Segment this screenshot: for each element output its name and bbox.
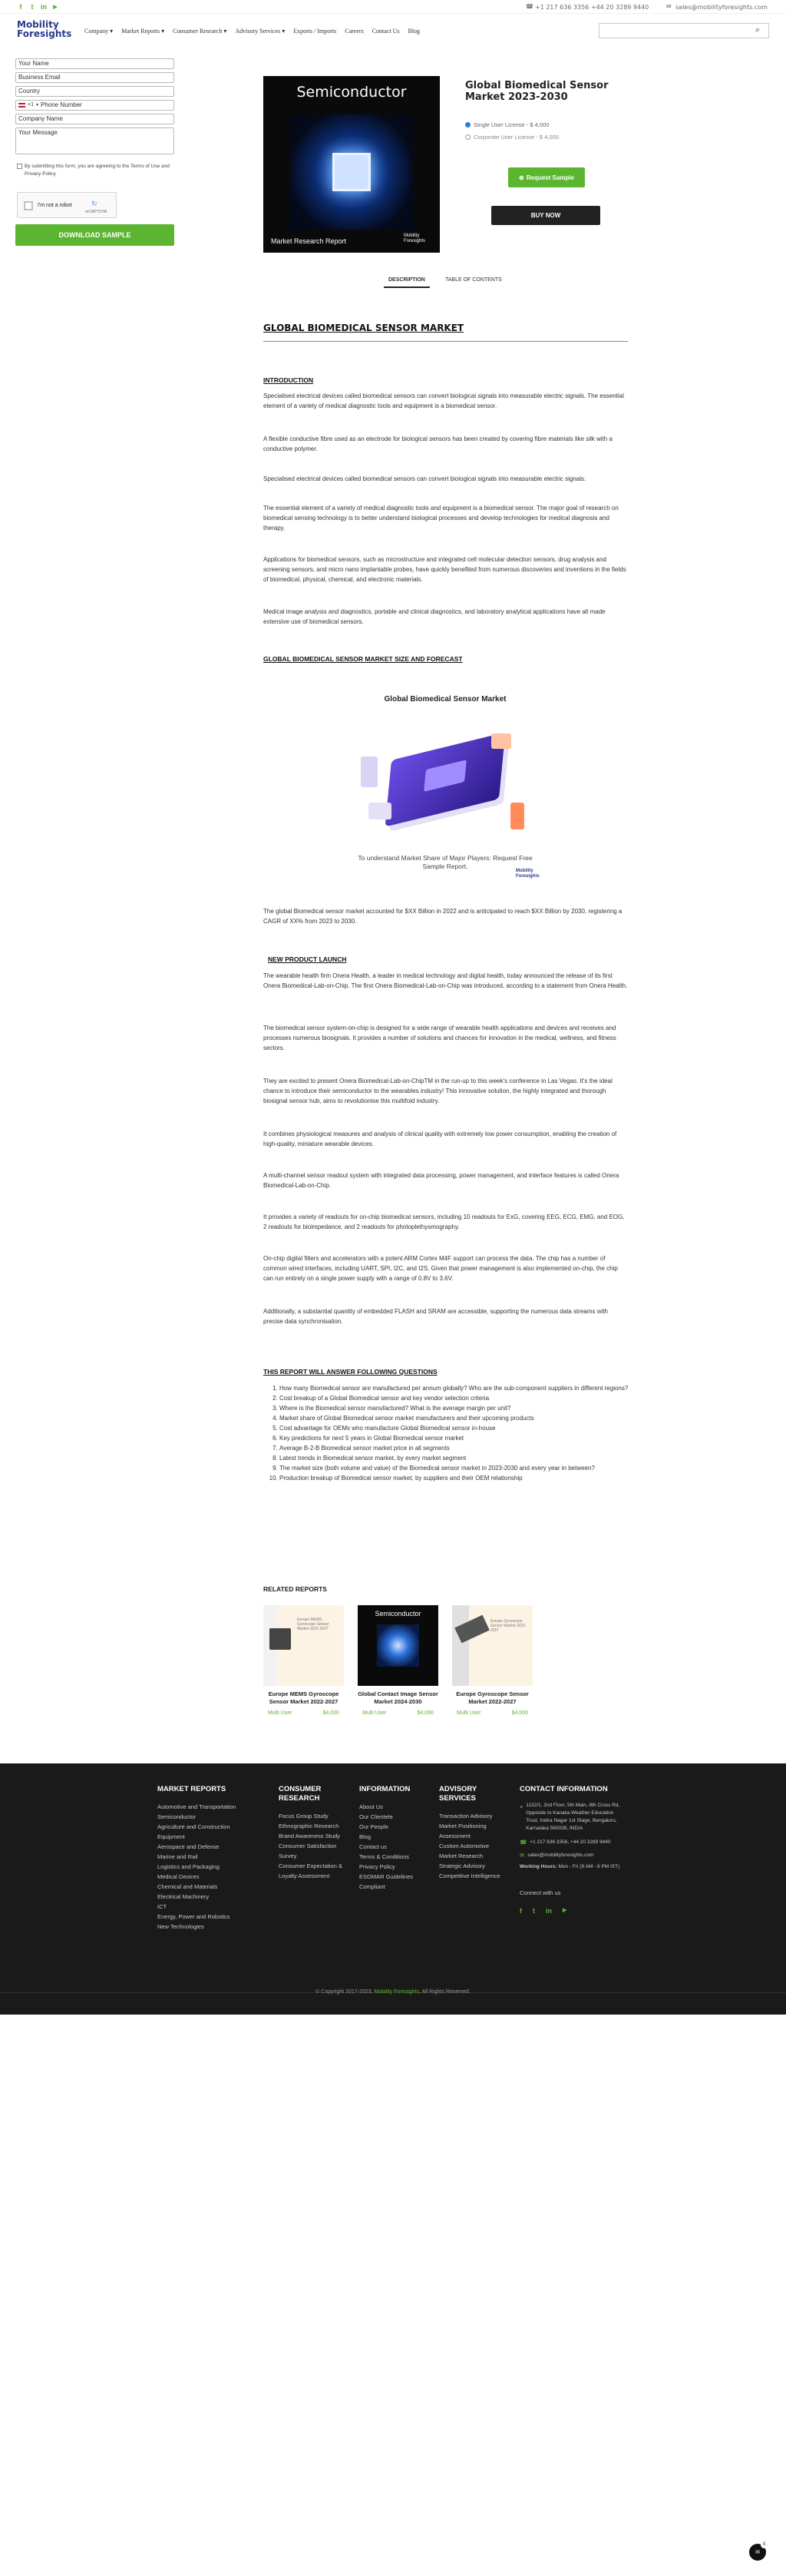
paragraph: They are excited to present Onera Biomedical-Lab-on-ChipTM in the run-up to this week's conference in Las Vegas. It's the ideal chance to introduce their semiconductor to the wearables industry! This innovative solution, the highly integrated and thorough biosignal sensor hub, aims to revolutionise this multifold industry.: [263, 1078, 613, 1104]
hours-value: Mon - Fri (9 AM - 6 PM IST): [558, 1864, 620, 1869]
location-icon: ⌖: [520, 1803, 523, 1810]
cover-text: Europe MEMS Gyroscope Sensor Market 2022-2027: [297, 1617, 329, 1631]
license-corporate[interactable]: [465, 134, 559, 141]
paragraph: Medical image analysis and diagnostics, portable and clinical diagnostics, and laboratory analytical applications have all made extensive use of biomedical sensors.: [263, 608, 606, 625]
email-icon: ✉: [520, 1852, 525, 1859]
main-heading: GLOBAL BIOMEDICAL SENSOR MARKET: [263, 323, 464, 333]
person-figure: [361, 757, 378, 787]
linkedin-icon[interactable]: in: [546, 1907, 552, 1915]
captcha-label: I'm not a robot: [38, 203, 72, 208]
footer-link[interactable]: Contact us: [359, 1843, 387, 1850]
footer-consumer-research: [279, 1785, 352, 1881]
youtube-icon[interactable]: ▶: [53, 5, 58, 10]
phone-placeholder: Phone Number: [41, 101, 82, 108]
related-title[interactable]: Europe Gyroscope Sensor Market 2022-2027: [456, 1690, 529, 1705]
divider: [263, 341, 628, 342]
footer-link[interactable]: Our People: [359, 1823, 388, 1830]
nav-careers[interactable]: Careers: [345, 28, 364, 35]
phone-prefix[interactable]: +1: [28, 102, 34, 108]
chat-button[interactable]: [749, 2544, 766, 2561]
paragraph: Additionally, a substantial quantity of embedded FLASH and SRAM are accessible, supporting the numerous data streams with precise data synchronisation.: [263, 1308, 608, 1325]
list-item: 3. Where is the Biomedical sensor manufactured? What is the average margin per unit?: [279, 1403, 629, 1413]
footer: [0, 1763, 786, 2015]
captcha-checkbox[interactable]: [24, 201, 33, 210]
top-email[interactable]: sales@mobilityforesights.com: [675, 4, 768, 11]
nav-advisory-services[interactable]: Advisory Services ▾: [235, 28, 286, 35]
related-title[interactable]: Europe MEMS Gyroscope Sensor Market 2022-2027: [268, 1690, 339, 1705]
cover-bottom-text: Market Research Report: [271, 237, 347, 245]
list-item: 10. Production breakup of Biomedical sensor market, by suppliers and their OEM relationship: [279, 1473, 629, 1483]
footer-contact: [520, 1785, 627, 1915]
footer-address: 1132/1, 2nd Floor, 5th Main, 8th Cross Rd, Opposite to Kanaka Weather Education Trust, Indira Nagar 1st Stage, Bengaluru, Karnataka 560038, INDIA: [526, 1803, 620, 1831]
market-infographic: [338, 687, 553, 891]
search-icon[interactable]: ⌕: [755, 25, 761, 35]
footer-heading: CONSUMER RESEARCH: [279, 1785, 322, 1803]
footer-link[interactable]: Consumer Expectation & Loyalty Assessment: [279, 1862, 342, 1879]
top-phone[interactable]: +1 217 636 3356 +44 20 3289 9440: [535, 4, 649, 11]
captcha-box: [17, 192, 117, 218]
footer-link[interactable]: Electrical Machinery: [157, 1893, 210, 1900]
cover-logo: Mobility Foresights: [404, 233, 426, 243]
intro-heading: INTRODUCTION: [263, 376, 314, 384]
nav-consumer-research[interactable]: Consumer Research ▾: [173, 28, 227, 35]
cover-title: Semiconductor: [296, 84, 407, 101]
related-cover: [452, 1605, 533, 1686]
footer-link[interactable]: Marine and Rail: [157, 1853, 198, 1860]
footer-link[interactable]: Our Clientele: [359, 1813, 393, 1820]
nav-company[interactable]: Company ▾: [84, 28, 114, 35]
footer-link[interactable]: Transaction Advisory: [439, 1813, 493, 1819]
license-single[interactable]: [465, 121, 549, 128]
related-price: $4,000: [417, 1710, 434, 1716]
connect-label: Connect with us: [520, 1889, 561, 1896]
size-forecast-heading: GLOBAL BIOMEDICAL SENSOR MARKET SIZE AND FORECAST: [263, 655, 463, 663]
linkedin-icon[interactable]: in: [41, 3, 47, 11]
chat-icon: ✉: [755, 2550, 760, 2555]
search-input[interactable]: [599, 23, 769, 38]
request-sample-button[interactable]: ⊕ Request Sample: [508, 167, 585, 187]
list-item: 8. Latest trends in Biomedical sensor market, by every market segment: [279, 1453, 629, 1463]
related-cover: [358, 1605, 438, 1686]
questions-heading: THIS REPORT WILL ANSWER FOLLOWING QUESTIONS: [263, 1368, 438, 1376]
paragraph: It combines physiological measures and analysis of clinical quality with extremely low power consumption, enabling the creation of high-quality, miniature wearable devices.: [263, 1131, 617, 1147]
facebook-icon[interactable]: f: [520, 1907, 522, 1915]
footer-heading: MARKET REPORTS: [157, 1785, 226, 1793]
infographic-title: Global Biomedical Sensor Market: [384, 695, 507, 704]
footer-link[interactable]: ICT: [157, 1903, 167, 1910]
footer-link[interactable]: Blog: [359, 1833, 372, 1840]
email-field[interactable]: Business Email: [15, 72, 174, 83]
facebook-icon[interactable]: f: [19, 3, 22, 11]
footer-link[interactable]: Agriculture and Construction Equipment: [157, 1823, 230, 1840]
chip-icon: [269, 1628, 291, 1650]
footer-link[interactable]: Privacy Policy: [359, 1863, 395, 1870]
paragraph: On-chip digital filters and accelerators with a potent ARM Cortex M4F support can process the data. The chip has a number of common wired interfaces, including UART, SPI, I2C, and I2S. Given that power management is also implemented on-chip, the chip can run entirely on a single power supply with a range of 0.8V to 3.6V.: [263, 1255, 618, 1282]
footer-link[interactable]: Aerospace and Defense: [157, 1843, 220, 1850]
related-price: $4,000: [322, 1710, 339, 1716]
footer-link[interactable]: ESOMAR Guidelines Compliant: [359, 1873, 414, 1890]
card-decor: [368, 803, 391, 819]
footer-link[interactable]: Competitive Intelligence: [439, 1872, 500, 1879]
chip-icon: [332, 153, 371, 191]
radio-selected-icon[interactable]: [465, 122, 471, 127]
paragraph: The wearable health firm Onera Health, a leader in medical technology and digital health, today announced the release of its first Onera Biomedical-Lab-on-Chip. The first Onera Biomedical-Lab-on-Chip was introduced, according to a statement from Onera Health.: [263, 972, 628, 989]
footer-heading: ADVISORY SERVICES: [439, 1785, 477, 1803]
nav-blog[interactable]: Blog: [408, 28, 421, 35]
footer-link[interactable]: Market Positioning Assessment: [439, 1823, 487, 1839]
footer-link[interactable]: About Us: [359, 1803, 383, 1810]
chat-badge: 0: [761, 2541, 768, 2548]
chevron-down-icon: ▾: [35, 103, 38, 108]
consent-checkbox[interactable]: [17, 164, 22, 169]
license-corporate-label: Corporate User License - $ 4,000: [474, 134, 559, 141]
footer-link[interactable]: Strategic Advisory: [439, 1862, 486, 1869]
footer-link[interactable]: Custom Automotive Market Research: [439, 1843, 490, 1859]
infographic-logo: Mobility Foresights: [516, 869, 540, 879]
footer-email[interactable]: sales@mobilityforesights.com: [527, 1853, 594, 1858]
recaptcha-icon: ↻: [91, 200, 97, 207]
new-product-heading: NEW PRODUCT LAUNCH: [268, 955, 347, 963]
footer-link[interactable]: Consumer Satisfaction Survey: [279, 1843, 337, 1859]
tab-active-indicator: [384, 286, 430, 288]
questions-list: [276, 1383, 629, 1483]
paragraph: The biomedical sensor system-on-chip is designed for a wide range of wearable health applications and devices and receives and processes numerous biosignals. It provides a number of solutions and chances for innovation in the medical, wellness, and fitness sectors.: [263, 1025, 616, 1051]
chip-icon: [377, 1624, 419, 1667]
nav-market-reports[interactable]: Market Reports ▾: [121, 28, 165, 35]
related-cover: [263, 1605, 344, 1686]
related-license: Multi User: [457, 1710, 481, 1716]
country-field[interactable]: Country: [15, 86, 174, 97]
list-item: 6. Key predictions for next 5 years in Global Biomedical sensor market: [279, 1433, 629, 1443]
footer-heading: CONTACT INFORMATION: [520, 1785, 608, 1793]
tab-description[interactable]: DESCRIPTION: [388, 277, 425, 283]
paragraph: The essential element of a variety of medical diagnostic tools and equipment is a biomedical sensor. The major goal of research on biomedical sensing technology is to better understand biological processes and develop technologies for medical diagnosis and therapy.: [263, 505, 619, 531]
footer-link[interactable]: Energy, Power and Robotics: [157, 1913, 230, 1920]
footer-link[interactable]: Automotive and Transportation: [157, 1803, 236, 1810]
top-bar: [0, 0, 786, 14]
hours-label: Working Hours:: [520, 1864, 557, 1869]
cover-text: Europe Gyroscope Sensor Market 2022-2027: [490, 1619, 527, 1633]
copyright-brand[interactable]: Mobility Foresights: [374, 1989, 419, 1995]
copyright: © Copyright 2017-2023, Mobility Foresights, All Rights Reserved.: [315, 1989, 471, 1995]
list-item: 5. Cost advantage for OEMs who manufacture Global Biomedical sensor in-house: [279, 1423, 629, 1433]
us-flag-icon: [18, 103, 25, 108]
footer-phone[interactable]: +1 217 636 3356, +44 20 3289 9440: [530, 1839, 611, 1845]
tab-table-of-contents[interactable]: TABLE OF CONTENTS: [445, 277, 502, 283]
paragraph: It provides a variety of readouts for on-chip biomedical sensors, including 10 readouts for ExG, covering EEG, ECG, EMG, and EOG, 2 readouts for bioimpedance, and 2 readouts for photoplethysmography.: [263, 1214, 625, 1230]
paragraph: Specialised electrical devices called biomedical sensors can convert biological signals into measurable electric signals.: [263, 475, 586, 482]
main-nav: [84, 28, 420, 35]
footer-link[interactable]: Brand Awareness Study: [279, 1833, 340, 1839]
twitter-icon[interactable]: t: [533, 1907, 535, 1915]
list-item: 2. Cost breakup of a Global Biomedical sensor and key vendor selection criteria: [279, 1393, 629, 1403]
email-icon: ✉: [666, 3, 672, 10]
product-title: Global Biomedical Sensor Market 2023-2030: [465, 80, 609, 103]
footer-link[interactable]: Semiconductor: [157, 1813, 196, 1820]
related-license: Multi User: [268, 1710, 292, 1716]
logo[interactable]: [17, 20, 71, 38]
footer-link[interactable]: Medical Devices: [157, 1873, 200, 1880]
report-cover: [263, 76, 440, 253]
footer-information: [359, 1785, 432, 1892]
cover-stripe: [452, 1605, 469, 1686]
paragraph: A flexible conductive fibre used as an electrode for biological sensors has been created by covering fibre materials like silk with a conductive polymer.: [263, 435, 613, 452]
footer-heading: INFORMATION: [359, 1785, 411, 1793]
infographic-caption: To understand Market Share of Major Players: Request Free Sample Report.: [358, 854, 533, 870]
footer-link[interactable]: Ethnographic Research: [279, 1823, 339, 1829]
list-item: 9. The market size (both volume and value) of the Biomedical sensor market in 2023-2030 and every year in between?: [279, 1463, 629, 1473]
message-field[interactable]: Your Message: [15, 127, 174, 154]
download-sample-button[interactable]: DOWNLOAD SAMPLE: [15, 224, 174, 246]
footer-market-reports: [157, 1785, 257, 1932]
phone-field[interactable]: [15, 100, 174, 111]
related-title[interactable]: Global Contact Image Sensor Market 2024-2030: [358, 1690, 438, 1705]
captcha-brand: reCAPTCHA: [85, 210, 107, 214]
related-card[interactable]: [452, 1605, 533, 1716]
list-item: 1. How many Biomedical sensor are manufactured per annum globally? Who are the sub-component suppliers in different regions?: [279, 1383, 629, 1393]
logo-line-2: Foresights: [17, 28, 72, 39]
related-card[interactable]: [358, 1605, 438, 1716]
phone-icon: ☎: [520, 1839, 527, 1846]
card-decor: [491, 733, 511, 749]
paragraph: The global Biomedical sensor market accounted for $XX Billion in 2022 and is anticipated to reach $XX Billion by 2030, registering a CAGR of XX% from 2023 to 2030.: [263, 908, 623, 925]
paragraph: A multi-channel sensor readout system with integrated data processing, power management, and interface features is called Onera Biomedical-Lab-on-Chip.: [263, 1172, 619, 1189]
footer-hours: [520, 1863, 627, 1871]
paragraph: Applications for biomedical sensors, such as microstructure and integrated cell molecular detection sensors, drug analysis and screening sensors, and micro nano implantable probes, have quickly benefited from numerous discoveries and inventions in the fields of biomedical, physical, chemical, and electronic materials.: [263, 556, 626, 583]
related-license: Multi User: [362, 1710, 387, 1716]
buy-now-button[interactable]: BUY NOW: [491, 206, 600, 225]
consent-text: By submitting this form, you are agreeing to the Terms of Use and Privacy Policy.: [25, 164, 170, 177]
company-field[interactable]: Company Name: [15, 114, 174, 124]
nav-exports-imports[interactable]: Exports / Imports: [293, 28, 337, 35]
person-figure: [510, 803, 524, 829]
info-icon: ⊕: [519, 174, 524, 181]
nav-contact-us[interactable]: Contact Us: [372, 28, 400, 35]
chip-image: [290, 114, 413, 230]
youtube-icon[interactable]: ▶: [563, 1908, 567, 1913]
radio-unselected-icon[interactable]: [465, 134, 471, 140]
list-item: 7. Average B-2-B Biomedical sensor market price in all segments: [279, 1443, 629, 1453]
related-heading: RELATED REPORTS: [263, 1585, 327, 1593]
footer-link[interactable]: Chemical and Materials: [157, 1883, 218, 1890]
phone-icon: ☎: [526, 3, 533, 10]
related-card[interactable]: [263, 1605, 344, 1716]
name-field[interactable]: Your Name: [15, 58, 174, 69]
cover-text: Semiconductor: [375, 1610, 421, 1617]
footer-link[interactable]: Logistics and Packaging: [157, 1863, 220, 1870]
list-item: 4. Market share of Global Biomedical sensor market manufacturers and their upcoming products: [279, 1413, 629, 1423]
related-price: $4,000: [511, 1710, 528, 1716]
paragraph: Specialised electrical devices called biomedical sensors can convert biological signals into measurable electric signals. The essential element of a variety of medical diagnostic tools and equipment is a biomedical sensor.: [263, 392, 624, 409]
twitter-icon[interactable]: t: [31, 3, 34, 11]
license-single-label: Single User License - $ 4,000: [474, 121, 550, 128]
logo-line-1: Mobility: [17, 19, 59, 30]
footer-advisory: [439, 1785, 508, 1881]
footer-link[interactable]: New Technologies: [157, 1923, 204, 1930]
footer-link[interactable]: Focus Group Study: [279, 1813, 329, 1819]
footer-link[interactable]: Terms & Conditions: [359, 1853, 410, 1860]
